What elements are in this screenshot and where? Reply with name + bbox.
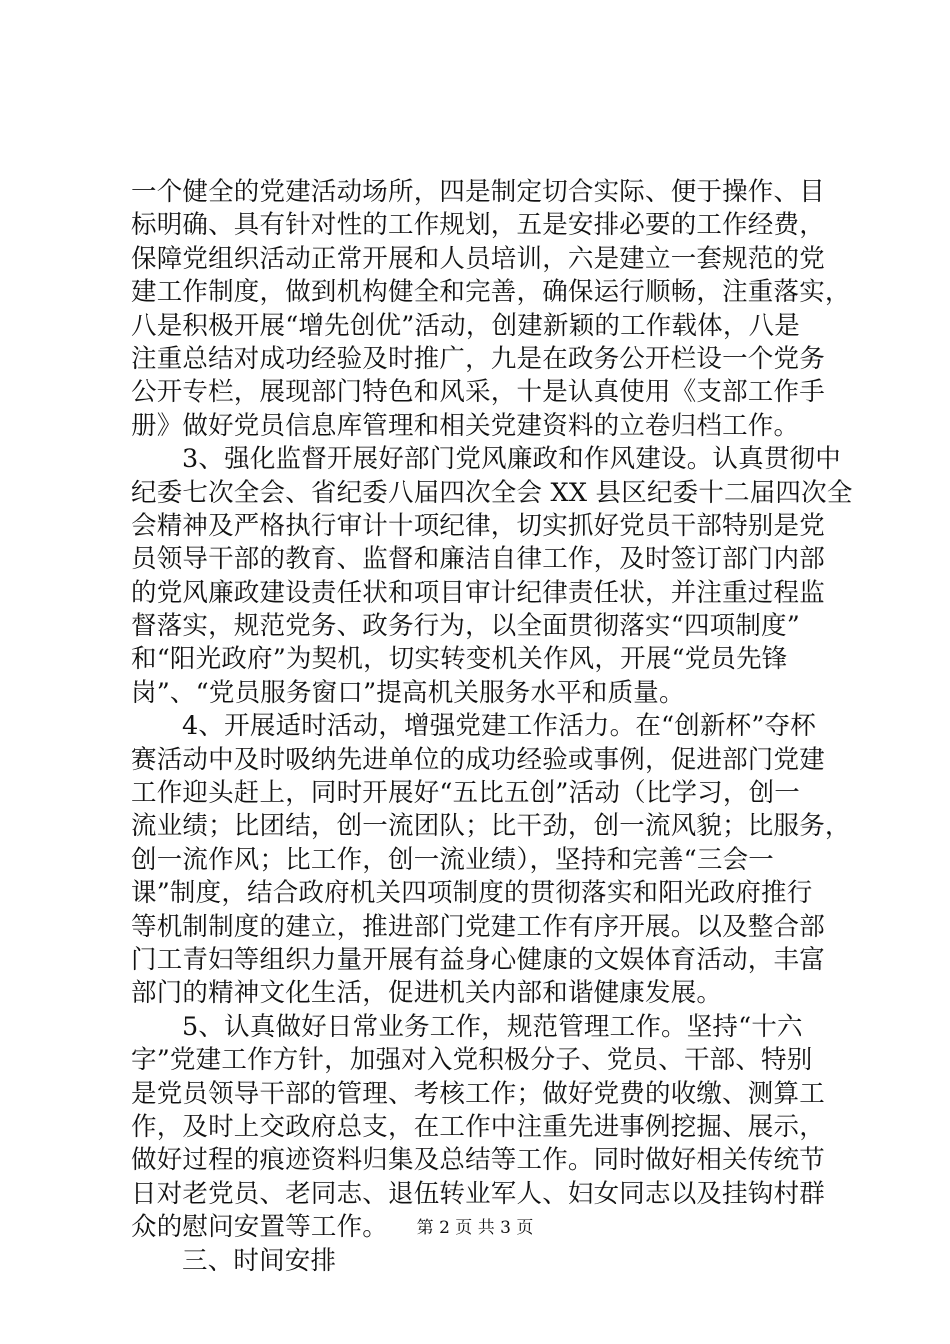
text-line: 创一流作风；比工作，创一流业绩），坚持和完善“三会一 — [131, 844, 774, 875]
text-line: 一个健全的党建活动场所，四是制定切合实际、便于操作、目 — [131, 177, 825, 207]
text-line: 3、强化监督开展好部门党风廉政和作风建设。认真贯彻中 — [182, 444, 841, 475]
text-line: 5、认真做好日常业务工作，规范管理工作。坚持“十六 — [182, 1011, 803, 1042]
text-line: 部门的精神文化生活，促进机关内部和谐健康发展。 — [131, 978, 723, 1009]
text-line: 册》做好党员信息库管理和相关党建资料的立卷归档工作。 — [131, 410, 800, 441]
text-line: 的党风廉政建设责任状和项目审计纪律责任状，并注重过程监 — [131, 577, 825, 608]
text-line: 标明确、具有针对性的工作规划，五是安排必要的工作经费， — [131, 210, 825, 241]
text-line: 和“阳光政府”为契机，切实转变机关作风，开展“党员先锋 — [131, 644, 788, 675]
text-line: 等机制制度的建立，推进部门党建工作有序开展。以及整合部 — [131, 911, 825, 942]
text-line: 公开专栏，展现部门特色和风采，十是认真使用《支部工作手 — [131, 377, 825, 408]
text-line: 众的慰问安置等工作。 — [131, 1212, 389, 1243]
text-line: 岗”、“党员服务窗口”提高机关服务水平和质量。 — [131, 677, 685, 708]
text-line: 三、时间安排 — [182, 1245, 337, 1276]
text-line: 赛活动中及时吸纳先进单位的成功经验或事例，促进部门党建 — [131, 744, 825, 775]
text-line: 保障党组织活动正常开展和人员培训，六是建立一套规范的党 — [131, 243, 825, 274]
text-line: 做好过程的痕迹资料归集及总结等工作。同时做好相关传统节 — [131, 1145, 825, 1176]
text-line: 作，及时上交政府总支，在工作中注重先进事例挖掘、展示， — [131, 1111, 825, 1142]
document-body — [131, 176, 853, 1278]
text-line: 建工作制度，做到机构健全和完善，确保运行顺畅，注重落实， — [131, 277, 851, 308]
text-line: 八是积极开展“增先创优”活动，创建新颖的工作载体，八是 — [131, 310, 800, 341]
text-line: 4、开展适时活动，增强党建工作活力。在“创新杯”夺杯 — [182, 711, 816, 742]
text-line: 字”党建工作方针，加强对入党积极分子、党员、干部、特别 — [131, 1045, 813, 1076]
text-line: 是党员领导干部的管理、考核工作；做好党费的收缴、测算工 — [131, 1078, 825, 1109]
text-line: 会精神及严格执行审计十项纪律，切实抓好党员干部特别是党 — [131, 510, 825, 541]
text-line: 注重总结对成功经验及时推广，九是在政务公开栏设一个党务 — [131, 343, 825, 374]
text-line: 流业绩；比团结，创一流团队；比干劲，创一流风貌；比服务， — [131, 811, 851, 842]
text-line: 员领导干部的教育、监督和廉洁自律工作，及时签订部门内部 — [131, 544, 825, 575]
text-line: 课”制度，结合政府机关四项制度的贯彻落实和阳光政府推行 — [131, 878, 813, 909]
text-line: 工作迎头赶上，同时开展好“五比五创”活动（比学习，创一 — [131, 778, 800, 809]
text-line: 日对老党员、老同志、退伍转业军人、妇女同志以及挂钩村群 — [131, 1178, 825, 1209]
page-footer: 第 2 页 共 3 页 — [416, 1218, 534, 1238]
text-line: 督落实，规范党务、政务行为，以全面贯彻落实“四项制度” — [131, 611, 800, 642]
text-line: 门工青妇等组织力量开展有益身心健康的文娱体育活动，丰富 — [131, 944, 825, 975]
text-line: 纪委七次全会、省纪委八届四次全会 XX 县区纪委十二届四次全 — [131, 477, 853, 508]
